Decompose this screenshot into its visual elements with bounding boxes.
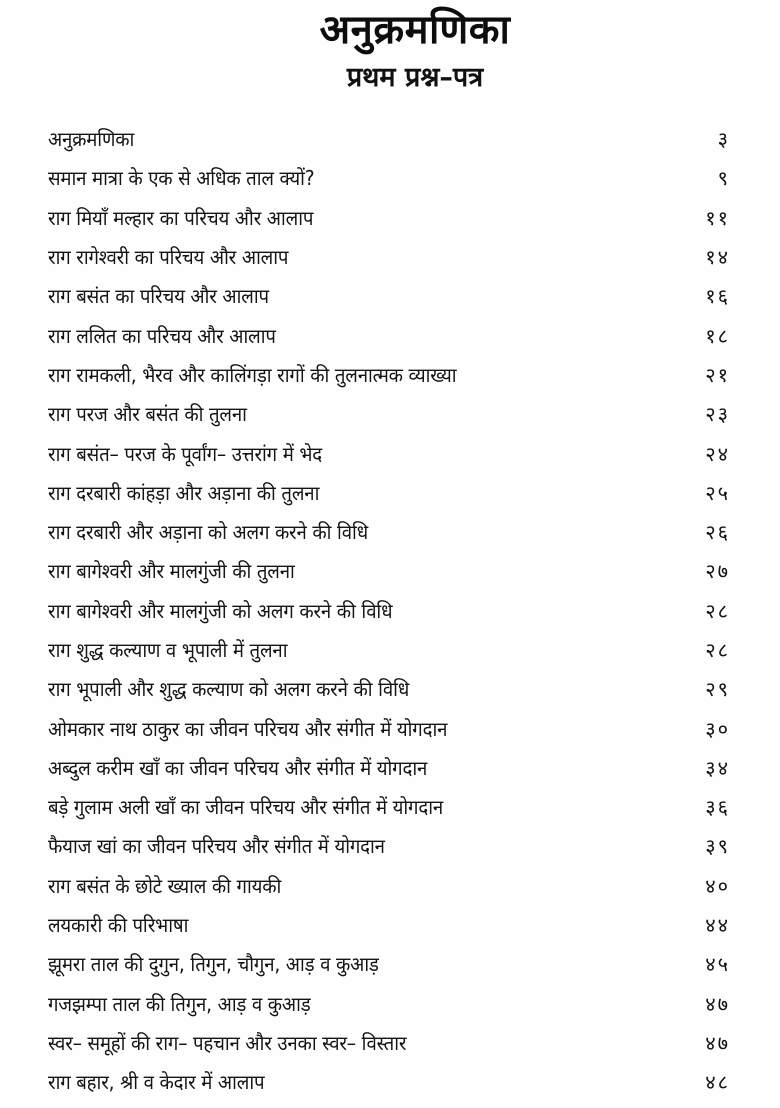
toc-entry-title: फैयाज खां का जीवन परिचय और संगीत में योगदान (48, 834, 385, 859)
toc-entry-page: ११ (705, 205, 730, 230)
toc-entry-title: राग बागेश्वरी और मालगुंजी को अलग करने की विधि (48, 598, 393, 623)
toc-entry-title: राग ललित का परिचय और आलाप (48, 323, 276, 348)
toc-entry-title: राग बहार, श्री व केदार में आलाप (48, 1070, 265, 1095)
toc-entry[interactable] (48, 788, 738, 827)
toc-entry-title: राग दरबारी कांहड़ा और अड़ाना की तुलना (48, 480, 320, 505)
toc-entry[interactable] (48, 552, 738, 591)
page-title: अनुक्रमणिका (319, 7, 511, 53)
toc-entry[interactable] (48, 827, 738, 866)
toc-entry-title: ओमकार नाथ ठाकुर का जीवन परिचय और संगीत में योगदान (48, 716, 448, 741)
toc-entry-title: राग बागेश्वरी और मालगुंजी की तुलना (48, 559, 295, 584)
toc-entry-title: राग दरबारी और अड़ाना को अलग करने की विधि (48, 520, 369, 545)
toc-entry-title: झूमरा ताल की दुगुन, तिगुन, चौगुन, आड़ व कुआड़ (48, 952, 379, 977)
toc-entry-page: ३० (705, 716, 730, 741)
toc-entry-page: २५ (705, 480, 730, 505)
page-subtitle: प्रथम प्रश्न–पत्र (346, 62, 484, 93)
table-of-contents (48, 120, 738, 1102)
toc-entry-page: २९ (705, 677, 730, 702)
toc-entry-title: लयकारी की परिभाषा (48, 913, 189, 938)
toc-entry-page: ४५ (705, 952, 730, 977)
toc-entry-title: बड़े गुलाम अली खाँ का जीवन परिचय और संगीत में योगदान (48, 795, 443, 820)
toc-entry-page: २१ (705, 362, 730, 387)
toc-entry-page: ३९ (705, 834, 730, 859)
toc-entry-page: २८ (705, 638, 730, 662)
toc-entry-page: २७ (705, 559, 730, 584)
toc-entry-page: १४ (705, 245, 730, 270)
toc-entry-title: राग बसंत के छोटे ख्याल की गायकी (48, 873, 282, 898)
toc-entry-page: १८ (705, 323, 730, 348)
toc-entry[interactable] (48, 592, 738, 631)
toc-entry[interactable] (48, 238, 738, 277)
toc-entry-title: राग बसंत– परज के पूर्वांग– उत्तरांग में भेद (48, 441, 322, 466)
toc-entry-page: ४७ (705, 1030, 730, 1055)
toc-entry-page: ४० (705, 873, 730, 898)
toc-entry[interactable] (48, 199, 738, 238)
toc-entry-title: राग मियाँ मल्हार का परिचय और आलाप (48, 205, 314, 230)
toc-entry-page: २३ (705, 402, 730, 427)
toc-entry-page: ४४ (705, 913, 730, 938)
toc-entry-title: राग परज और बसंत की तुलना (48, 402, 247, 427)
toc-entry[interactable] (48, 1063, 738, 1102)
toc-entry-title: समान मात्रा के एक से अधिक ताल क्यों? (48, 166, 315, 191)
toc-entry[interactable] (48, 906, 738, 945)
toc-entry-title: राग भूपाली और शुद्ध कल्याण को अलग करने की विधि (48, 677, 410, 702)
toc-entry[interactable] (48, 985, 738, 1024)
toc-entry[interactable] (48, 434, 738, 473)
toc-entry-page: १६ (705, 284, 730, 309)
toc-entry[interactable] (48, 120, 738, 159)
toc-entry-title: स्वर– समूहों की राग– पहचान और उनका स्वर– विस्तार (48, 1030, 407, 1055)
toc-entry[interactable] (48, 867, 738, 906)
toc-entry[interactable] (48, 395, 738, 434)
toc-entry[interactable] (48, 945, 738, 984)
toc-entry-page: ३ (717, 127, 730, 152)
toc-entry[interactable] (48, 277, 738, 316)
toc-entry-page: ३६ (705, 795, 730, 820)
toc-entry[interactable] (48, 513, 738, 552)
toc-entry[interactable] (48, 474, 738, 513)
toc-entry[interactable] (48, 1024, 738, 1063)
toc-entry-title: राग शुद्ध कल्याण व भूपाली में तुलना (48, 638, 288, 662)
toc-entry[interactable] (48, 749, 738, 788)
toc-entry-page: ३४ (705, 755, 730, 780)
toc-entry-title: गजझम्पा ताल की तिगुन, आड़ व कुआड़ (48, 991, 311, 1016)
toc-entry[interactable] (48, 159, 738, 198)
toc-entry[interactable] (48, 709, 738, 748)
toc-entry[interactable] (48, 670, 738, 709)
toc-entry-page: २८ (705, 598, 730, 623)
toc-entry-title: राग बसंत का परिचय और आलाप (48, 284, 269, 309)
toc-entry-title: अब्दुल करीम खाँ का जीवन परिचय और संगीत में योगदान (48, 755, 428, 780)
toc-entry[interactable] (48, 631, 738, 670)
toc-entry-title: अनुक्रमणिका (48, 127, 135, 152)
toc-entry-title: राग रागेश्वरी का परिचय और आलाप (48, 245, 289, 270)
toc-entry-page: ४८ (705, 1070, 730, 1095)
toc-entry-page: २६ (705, 520, 730, 545)
toc-entry-page: २४ (705, 441, 730, 466)
toc-entry[interactable] (48, 356, 738, 395)
toc-entry-page: ४७ (705, 991, 730, 1016)
toc-entry-page: ९ (717, 166, 730, 191)
toc-entry-title: राग रामकली, भैरव और कालिंगड़ा रागों की तुलनात्मक व्याख्या (48, 362, 457, 387)
toc-entry[interactable] (48, 316, 738, 355)
